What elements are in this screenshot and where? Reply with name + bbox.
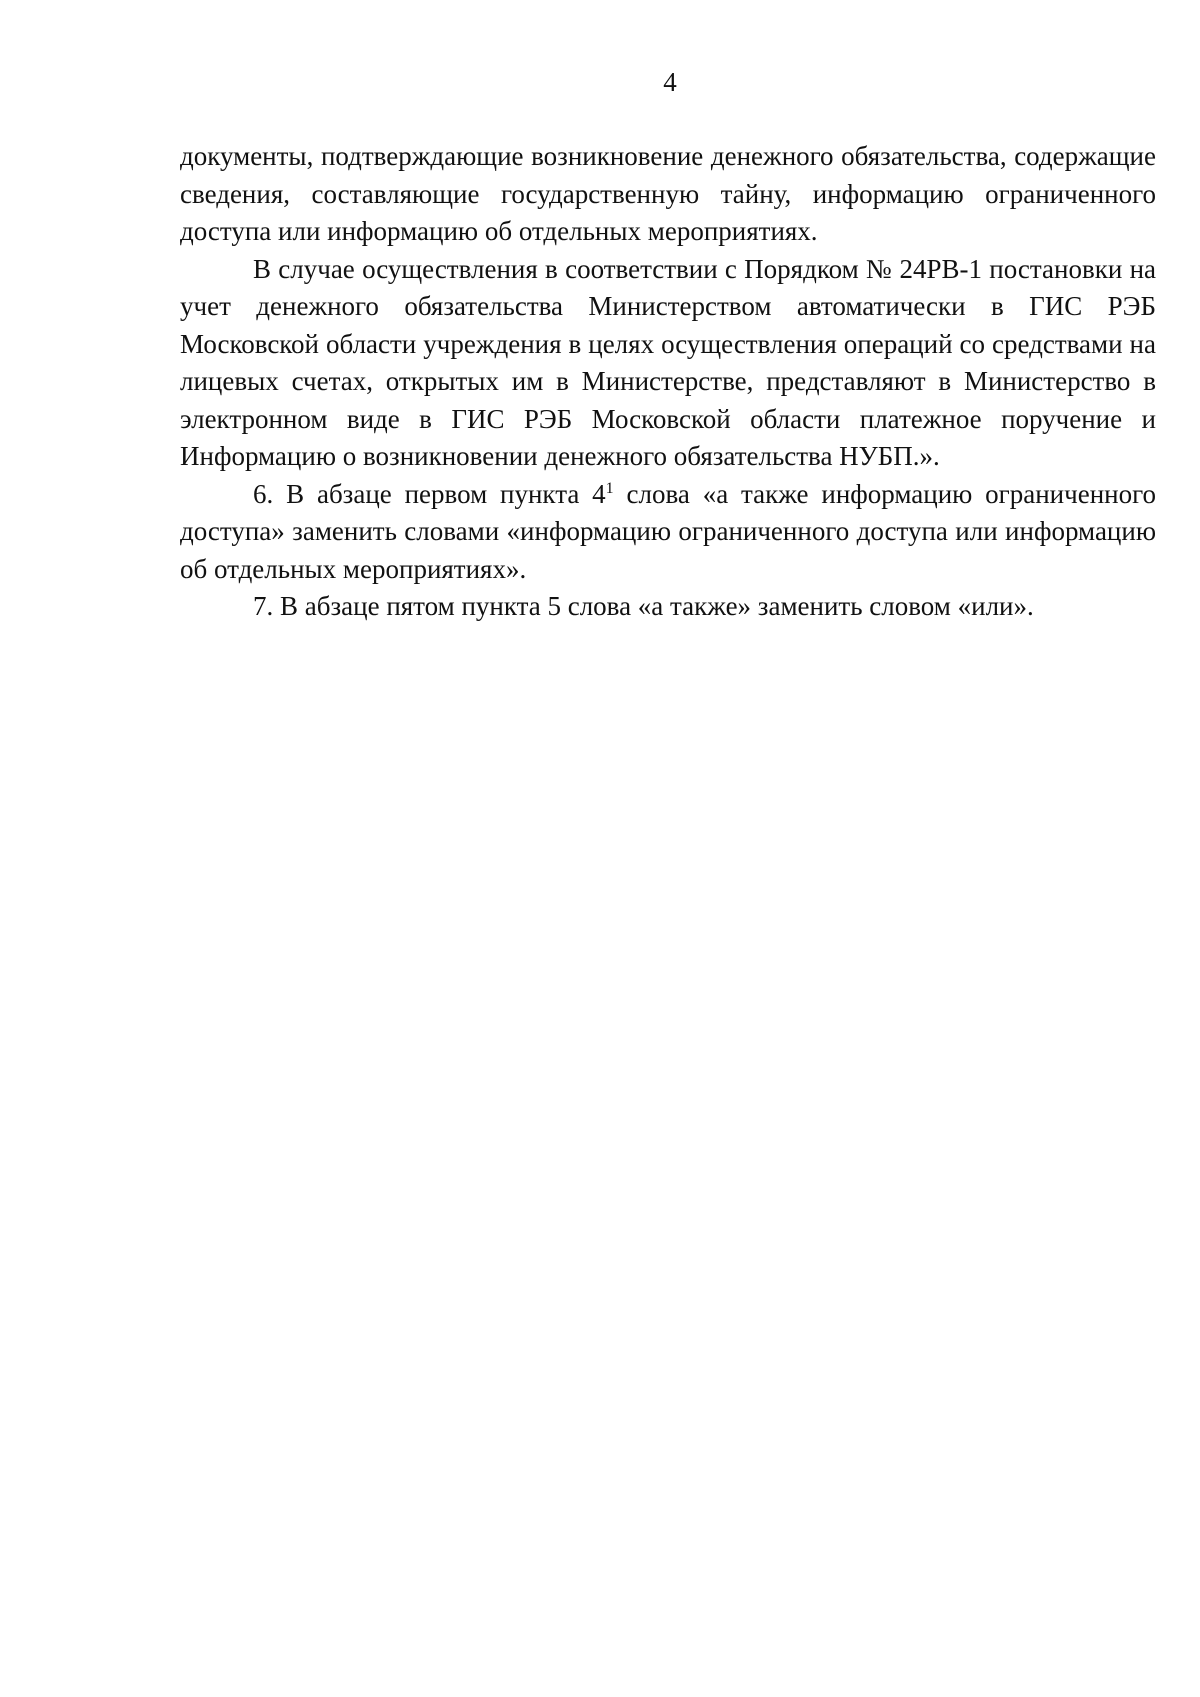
paragraph-registration-procedure: В случае осуществления в соответствии с Порядком № 24РВ-1 постановки на учет денежного обязательства Министерством автоматически в ГИС РЭБ Московской области учреждения в целях осуществления операций со средствами на лицевых счетах, открытых им в Министерстве, представляют в Министерство в электронном виде в ГИС РЭБ Московской области платежное поручение и Информацию о возникновении денежного обязательства НУБП.». bbox=[180, 253, 1156, 471]
paragraph-amendment-6 bbox=[180, 476, 1156, 589]
page-number: 4 bbox=[663, 67, 677, 97]
amendment-6-superscript: 1 bbox=[605, 479, 614, 497]
amendment-6-text-before: 6. В абзаце первом пункта 4 bbox=[253, 478, 606, 509]
paragraph-continuation: документы, подтверждающие возникновение денежного обязательства, содержащие сведения, составляющие государственную тайну, информацию ограниченного доступа или информацию об отдельных мероприятиях. bbox=[180, 141, 1156, 246]
document-body bbox=[180, 138, 1156, 626]
paragraph-amendment-7: 7. В абзаце пятом пункта 5 слова «а также» заменить словом «или». bbox=[253, 591, 1034, 621]
amendment-6-text-after: слова «а также информацию ограниченного доступа» заменить словами «информацию ограниченного доступа или информацию об отдельных мероприятиях». bbox=[180, 478, 1156, 584]
